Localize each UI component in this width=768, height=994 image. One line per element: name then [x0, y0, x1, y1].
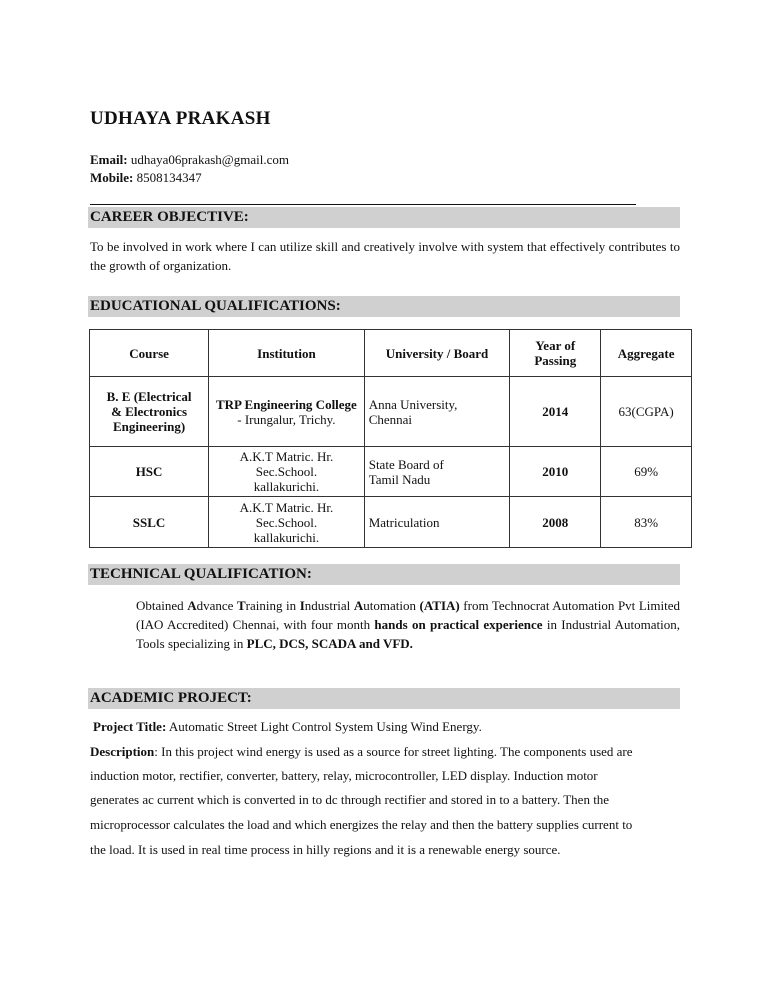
col-institution: Institution: [209, 330, 365, 377]
board-value: Anna University, Chennai: [368, 396, 458, 427]
mobile-value: 8508134347: [136, 170, 202, 185]
tech-bold-3: I: [299, 598, 305, 613]
tech-bold-1: A: [187, 598, 197, 613]
aggregate-cell: 83%: [601, 497, 692, 548]
tech-text-2: dvance: [196, 598, 237, 613]
email-value[interactable]: udhaya06prakash@gmail.com: [130, 152, 289, 167]
email-line: [90, 152, 289, 168]
tech-text-1: Obtained: [136, 598, 188, 613]
tech-bold-6: hands on practical experience: [374, 617, 543, 632]
technical-heading: TECHNICAL QUALIFICATION:: [88, 564, 680, 585]
tech-text-5: utomation: [363, 598, 420, 613]
table-header-row: [90, 330, 692, 377]
course-cell: [90, 377, 209, 447]
col-year: [510, 330, 601, 377]
table-row: [90, 497, 692, 548]
project-heading: ACADEMIC PROJECT:: [88, 688, 680, 709]
description-text-1: : In this project wind energy is used as a source for street lighting. The components used are: [154, 744, 633, 759]
tech-bold-2: T: [236, 598, 246, 613]
course-cell: SSLC: [90, 497, 209, 548]
course-value: B. E (Electrical & Electronics Engineering): [106, 389, 192, 434]
aggregate-cell: 63(CGPA): [601, 377, 692, 447]
tech-bold-5: (ATIA): [419, 598, 460, 613]
institution-rest: - Irungalur, Trichy.: [237, 411, 336, 427]
project-title-label: Project Title:: [93, 719, 167, 734]
table-row: [90, 377, 692, 447]
career-objective-text: To be involved in work where I can utilize skill and creatively involve with system that effectively contributes to the growth of organization.: [90, 239, 680, 273]
email-label: Email:: [90, 152, 128, 167]
description-line-5: the load. It is used in real time process in hilly regions and it is a renewable energy source.: [90, 842, 561, 857]
education-heading: EDUCATIONAL QUALIFICATIONS:: [88, 296, 680, 317]
tech-bold-4: A: [353, 598, 364, 613]
tech-text-7: in Industrial Automation, Tools specializing in: [136, 617, 681, 651]
mobile-label: Mobile:: [90, 170, 134, 185]
course-cell: HSC: [90, 447, 209, 497]
mobile-line: [90, 170, 202, 186]
col-board: University / Board: [364, 330, 510, 377]
description-line-2: induction motor, rectifier, converter, battery, relay, microcontroller, LED display. Induction motor: [90, 768, 598, 783]
year-cell: 2014: [510, 377, 601, 447]
tech-text-6: from Technocrat Automation Pvt Limited (IAO Accredited) Chennai, with four month: [136, 598, 681, 632]
tech-text-4: ndustrial: [304, 598, 354, 613]
description-line-3: generates ac current which is converted in to dc through rectifier and stored in to a battery. Then the: [90, 792, 610, 807]
year-cell: 2010: [510, 447, 601, 497]
career-objective-heading: CAREER OBJECTIVE:: [88, 207, 680, 228]
institution-value: A.K.T Matric. Hr. Sec.School. kallakurichi.: [239, 499, 334, 545]
institution-cell: [209, 447, 365, 497]
board-value: State Board of Tamil Nadu: [368, 456, 444, 487]
tech-text-3: raining in: [245, 598, 300, 613]
institution-cell: [209, 377, 365, 447]
header-divider: [90, 204, 636, 205]
technical-text: [136, 596, 680, 653]
board-cell: [364, 447, 510, 497]
candidate-name: UDHAYA PRAKASH: [90, 108, 271, 129]
table-row: [90, 447, 692, 497]
project-title-value: Automatic Street Light Control System Using Wind Energy.: [166, 719, 482, 734]
tech-bold-7: PLC, DCS, SCADA and VFD.: [246, 636, 413, 651]
description-label: Description: [90, 744, 155, 759]
institution-value: A.K.T Matric. Hr. Sec.School. kallakurichi.: [239, 449, 334, 494]
institution-bold: TRP Engineering College: [216, 396, 357, 412]
board-cell: [364, 377, 510, 447]
education-table: [89, 329, 692, 548]
col-aggregate: Aggregate: [601, 330, 692, 377]
year-cell: 2008: [510, 497, 601, 548]
description-line-4: microprocessor calculates the load and which energizes the relay and then the battery supplies current to: [90, 817, 633, 832]
institution-cell: [209, 497, 365, 548]
col-course: Course: [90, 330, 209, 377]
description-line-1: [90, 744, 690, 760]
project-title-line: [93, 719, 693, 735]
aggregate-cell: 69%: [601, 447, 692, 497]
col-year-label: Year of Passing: [534, 338, 577, 368]
board-cell: Matriculation: [364, 497, 510, 548]
